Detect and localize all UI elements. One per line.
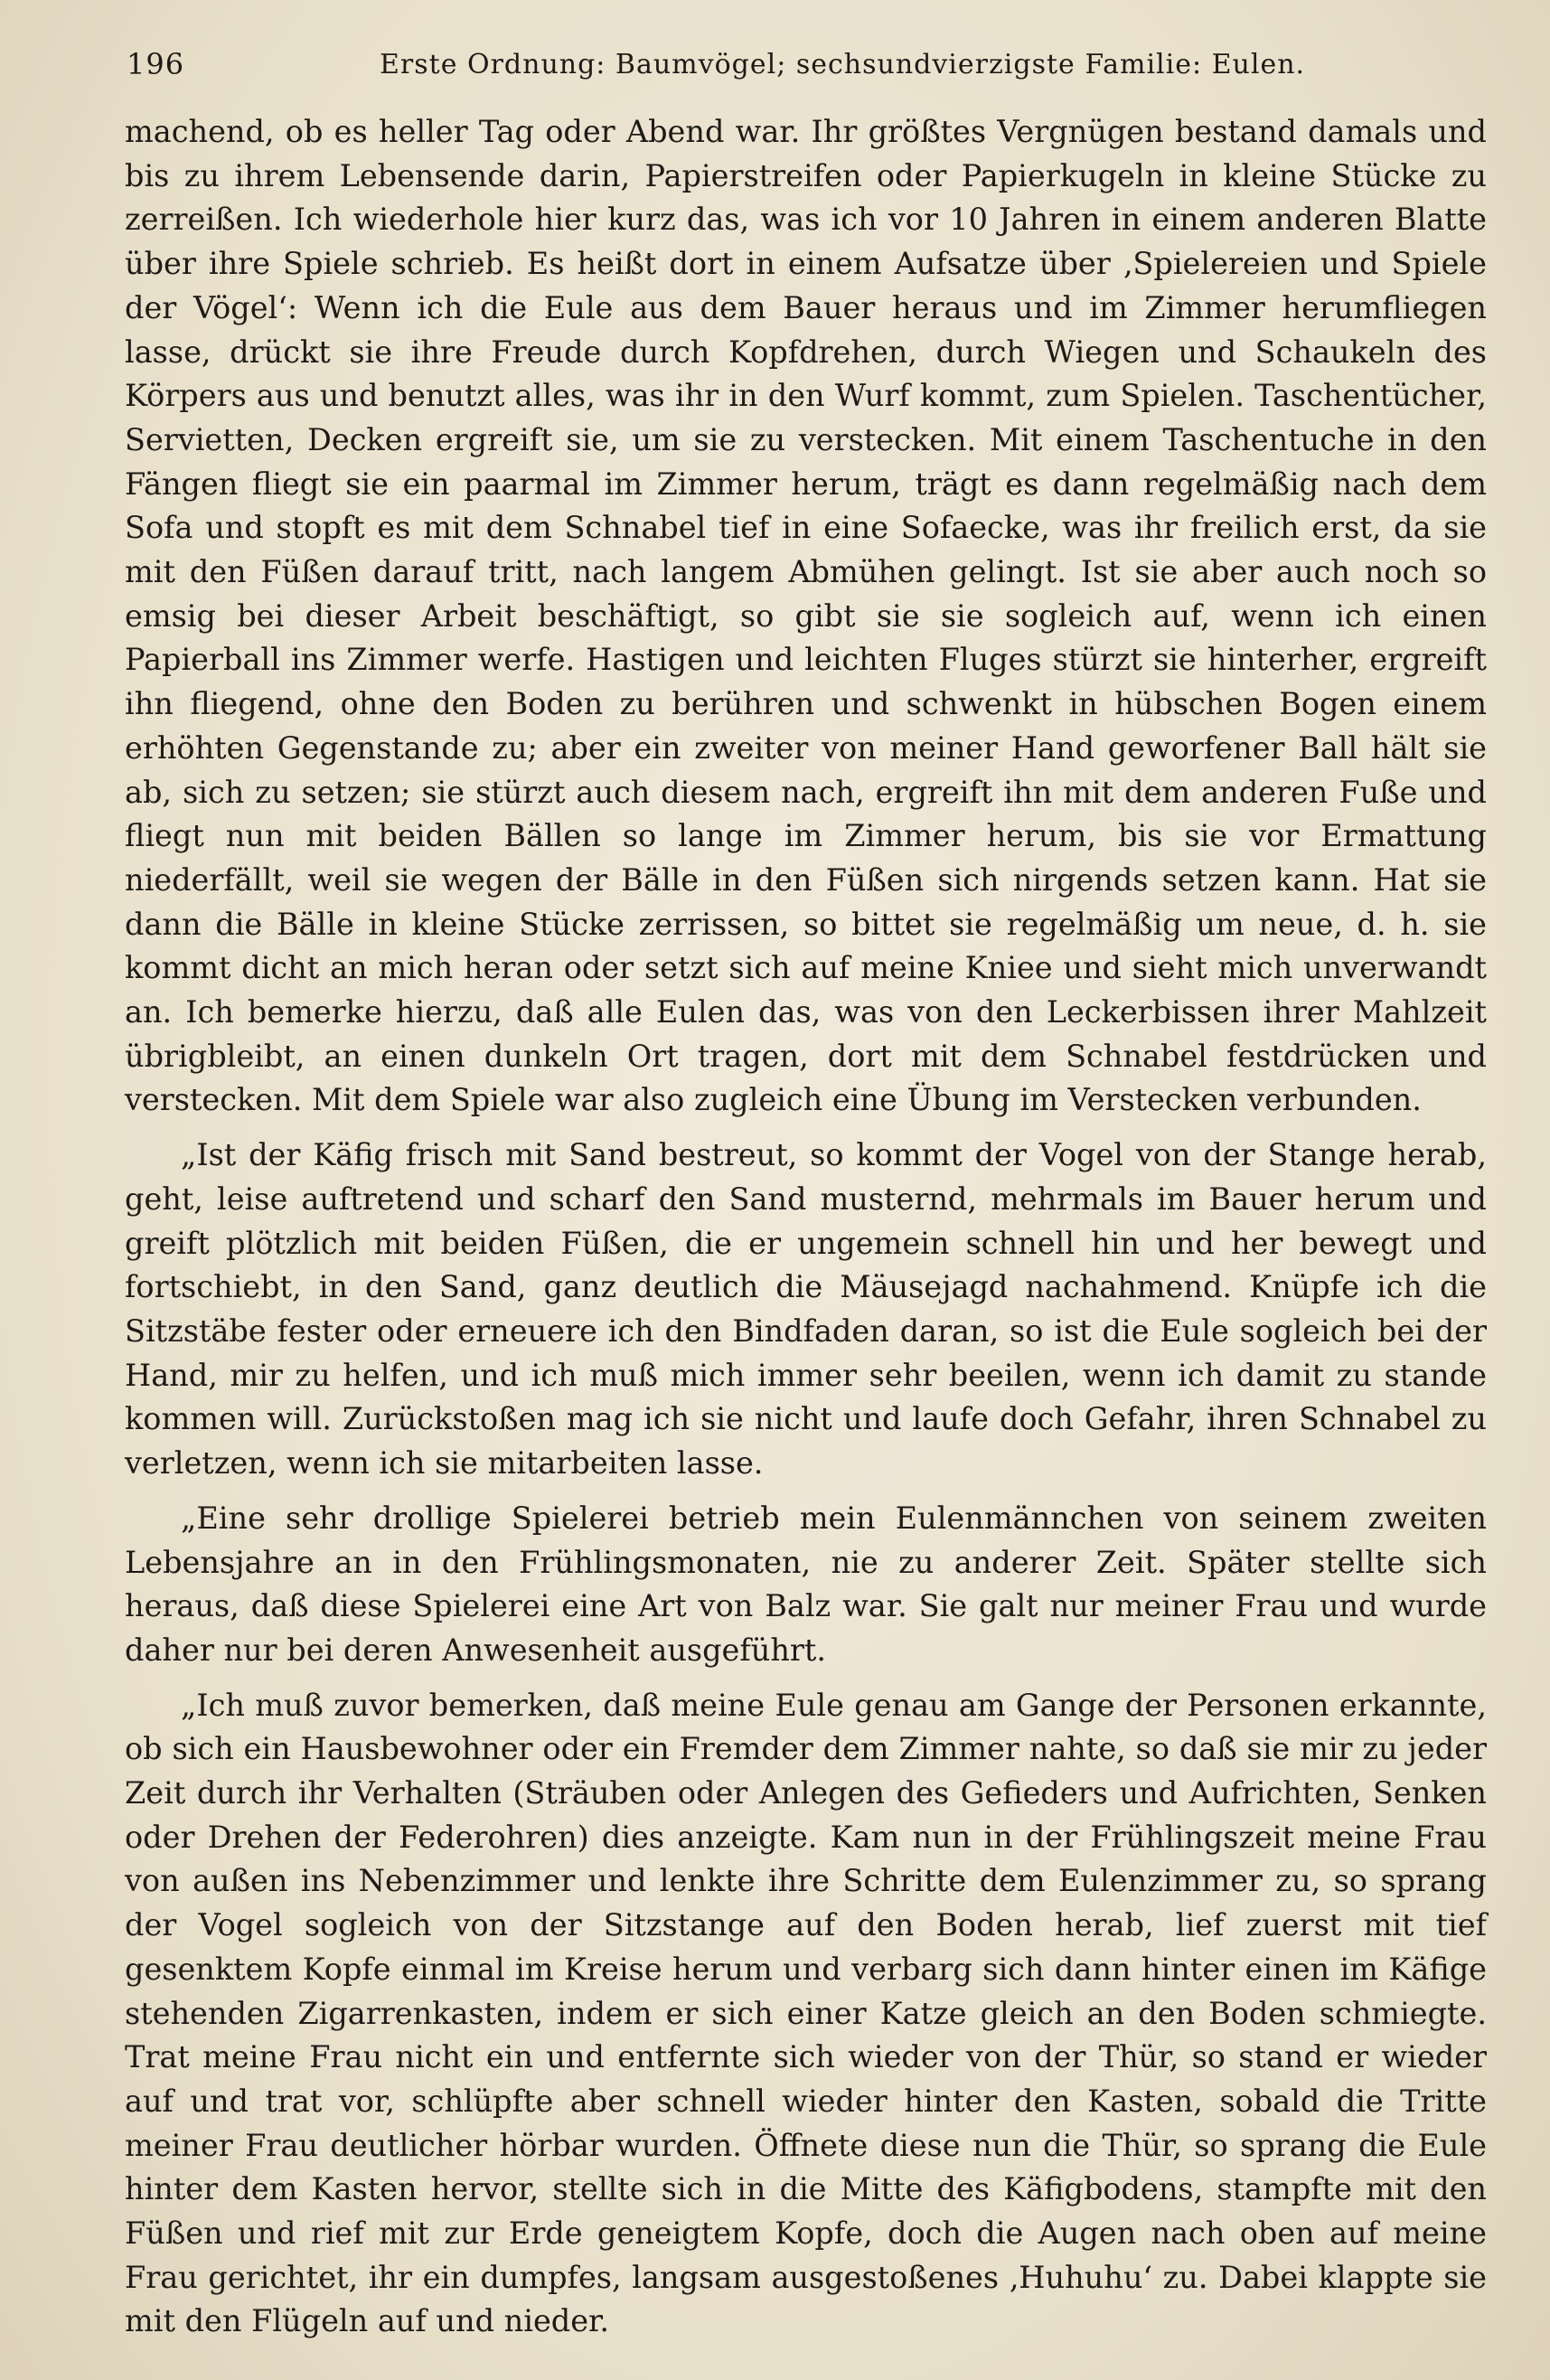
- running-head: Erste Ordnung: Baumvögel; sechsundvierzigste Familie: Eulen.: [380, 49, 1306, 80]
- body-text: [125, 110, 1487, 2344]
- paragraph-3: „Eine sehr drollige Spielerei betrieb mein Eulenmännchen von seinem zweiten Lebensjahre an in den Frühlingsmonaten, nie zu anderer Zeit. Später stellte sich heraus, daß diese Spielerei eine Art von Balz war. Sie galt nur meiner Frau und wurde daher nur bei deren Anwesenheit ausgeführt.: [125, 1500, 1487, 1668]
- paragraph-2: „Ist der Käfig frisch mit Sand bestreut, so kommt der Vogel von der Stange herab, geht, leise auftretend und scharf den Sand musternd, mehrmals im Bauer herum und greift plötzlich mit beiden Füßen, die er ungemein schnell hin und her bewegt und fortschiebt, in den Sand, ganz deutlich die Mäusejagd nachahmend. Knüpfe ich die Sitzstäbe fester oder erneuere ich den Bindfaden daran, so ist die Eule sogleich bei der Hand, mir zu helfen, und ich muß mich immer sehr beeilen, wenn ich damit zu stande kommen will. Zurückstoßen mag ich sie nicht und laufe doch Gefahr, ihren Schnabel zu verletzen, wenn ich sie mitarbeiten lasse.: [125, 1137, 1487, 1482]
- page-header: [127, 47, 1442, 92]
- paragraph-1: machend, ob es heller Tag oder Abend war. Ihr größtes Vergnügen bestand damals und bis zu ihrem Lebensende darin, Papierstreifen oder Papierkugeln in kleine Stücke zu zerreißen. Ich wiederhole hier kurz das, was ich vor 10 Jahren in einem anderen Blatte über ihre Spiele schrieb. Es heißt dort in einem Aufsatze über ‚Spielereien und Spiele der Vögel‘: Wenn ich die Eule aus dem Bauer heraus und im Zimmer herumfliegen lasse, drückt sie ihre Freude durch Kopfdrehen, durch Wiegen und Schaukeln des Körpers aus und benutzt alles, was ihr in den Wurf kommt, zum Spielen. Taschentücher, Servietten, Decken ergreift sie, um sie zu verstecken. Mit einem Taschentuche in den Fängen fliegt sie ein paarmal im Zimmer herum, trägt es dann regelmäßig nach dem Sofa und stopft es mit dem Schnabel tief in eine Sofaecke, was ihr freilich erst, da sie mit den Füßen darauf tritt, nach langem Abmühen gelingt. Ist sie aber auch noch so emsig bei dieser Arbeit beschäftigt, so gibt sie sie sogleich auf, wenn ich einen Papierball ins Zimmer werfe. Hastigen und leichten Fluges stürzt sie hinterher, ergreift ihn fliegend, ohne den Boden zu berühren und schwenkt in hübschen Bogen einem erhöhten Gegenstande zu; aber ein zweiter von meiner Hand geworfener Ball hält sie ab, sich zu setzen; sie stürzt auch diesem nach, ergreift ihn mit dem anderen Fuße und fliegt nun mit beiden Bällen so lange im Zimmer herum, bis sie vor Ermattung niederfällt, weil sie wegen der Bälle in den Füßen sich nirgends setzen kann. Hat sie dann die Bälle in kleine Stücke zerrissen, so bittet sie regelmäßig um neue, d. h. sie kommt dicht an mich heran oder setzt sich auf meine Kniee und sieht mich unverwandt an. Ich bemerke hierzu, daß alle Eulen das, was von den Leckerbissen ihrer Mahlzeit übrigbleibt, an einen dunkeln Ort tragen, dort mit dem Schnabel festdrücken und verstecken. Mit dem Spiele war also zugleich eine Übung im Verstecken verbunden.: [125, 114, 1487, 1118]
- page-number: 196: [127, 47, 185, 81]
- paragraph-4: „Ich muß zuvor bemerken, daß meine Eule genau am Gange der Personen erkannte, ob sich ein Hausbewohner oder ein Fremder dem Zimmer nahte, so daß sie mir zu jeder Zeit durch ihr Verhalten (Sträuben oder Anlegen des Gefieders und Aufrichten, Senken oder Drehen der Federohren) dies anzeigte. Kam nun in der Frühlingszeit meine Frau von außen ins Nebenzimmer und lenkte ihre Schritte dem Eulenzimmer zu, so sprang der Vogel sogleich von der Sitzstange auf den Boden herab, lief zuerst mit tief gesenktem Kopfe einmal im Kreise herum und verbarg sich dann hinter einen im Käfige stehenden Zigarrenkasten, indem er sich einer Katze gleich an den Boden schmiegte. Trat meine Frau nicht ein und entfernte sich wieder von der Thür, so stand er wieder auf und trat vor, schlüpfte aber schnell wieder hinter den Kasten, sobald die Tritte meiner Frau deutlicher hörbar wurden. Öffnete diese nun die Thür, so sprang die Eule hinter dem Kasten hervor, stellte sich in die Mitte des Käfigbodens, stampfte mit den Füßen und rief mit zur Erde geneigtem Kopfe, doch die Augen nach oben auf meine Frau gerichtet, ihr ein dumpfes, langsam ausgestoßenes ‚Huhuhu‘ zu. Dabei klappte sie mit den Flügeln auf und nieder.: [125, 1687, 1487, 2339]
